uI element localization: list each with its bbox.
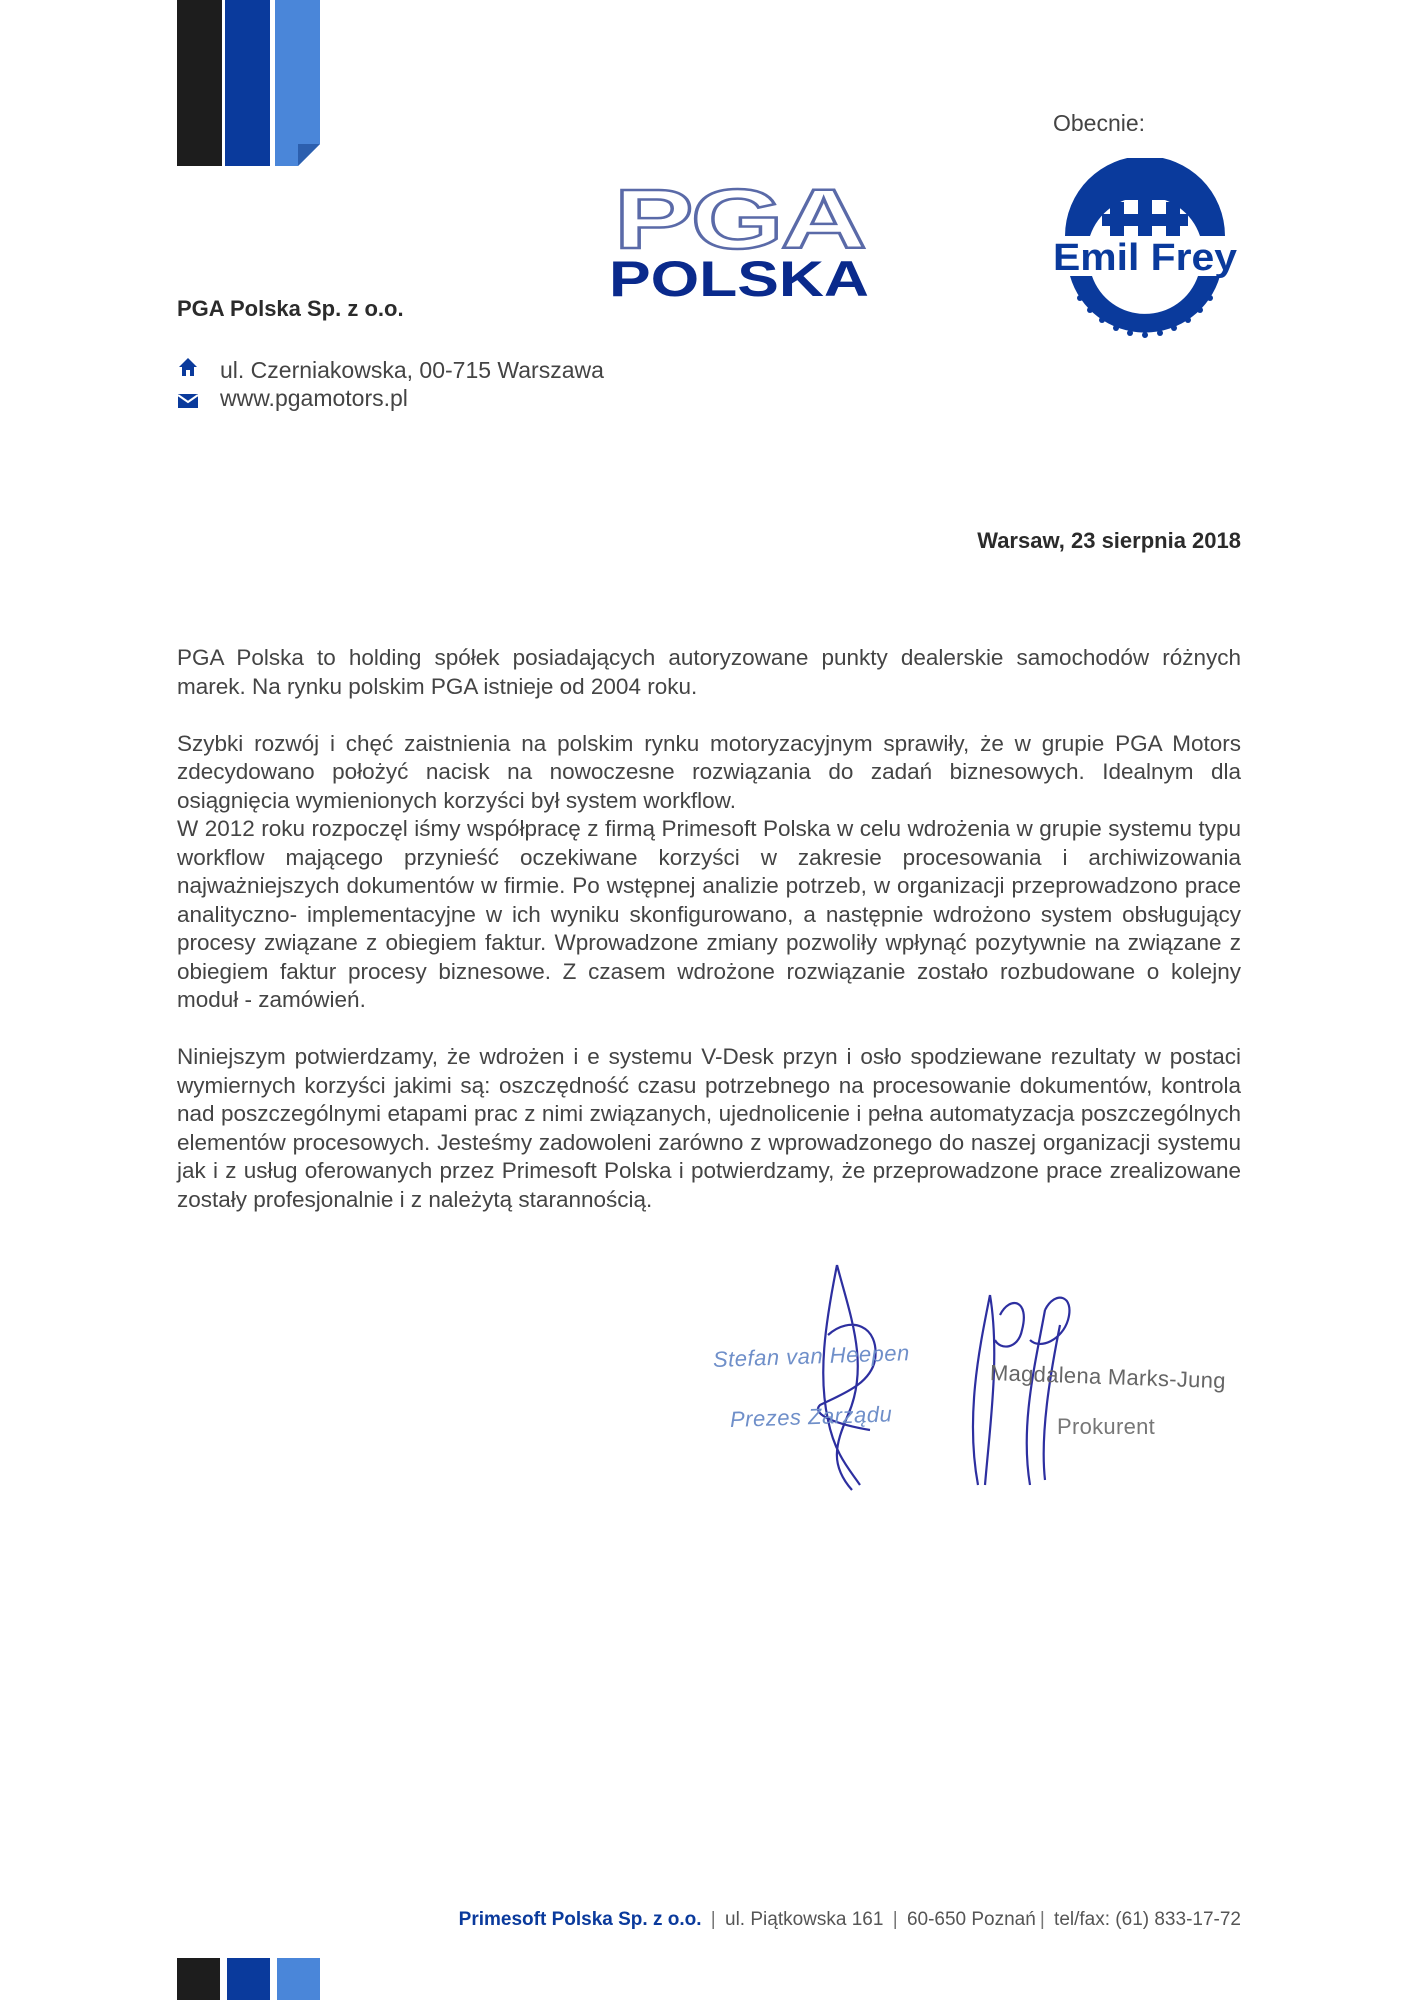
footer-company: Primesoft Polska Sp. z o.o. bbox=[458, 1909, 702, 1930]
page-fold-icon bbox=[298, 144, 320, 166]
top-bar-navy bbox=[225, 0, 270, 166]
body-paragraph: PGA Polska to holding spółek posiadających autoryzowane punkty dealerskie samochodów różnych marek. Na rynku polskim PGA istnieje od 2004 roku. bbox=[177, 645, 1241, 699]
sender-address: ul. Czerniakowska, 00-715 Warszawa bbox=[220, 357, 604, 383]
bottom-bar-light-blue bbox=[277, 1958, 320, 2000]
signatory-name: Magdalena Marks-Jung bbox=[989, 1360, 1227, 1394]
svg-text:POLSKA: POLSKA bbox=[609, 251, 869, 302]
footer bbox=[459, 1909, 1241, 1931]
signatory-title: Prokurent bbox=[1057, 1414, 1156, 1439]
top-bar-light-blue bbox=[275, 0, 320, 166]
footer-city: 60-650 Poznań bbox=[906, 1909, 1036, 1930]
footer-address: ul. Piątkowska 161 bbox=[725, 1909, 884, 1930]
letter-date: Warsaw, 23 sierpnia 2018 bbox=[977, 528, 1241, 553]
bottom-bar-black bbox=[177, 1958, 220, 2000]
home-icon bbox=[177, 356, 199, 378]
emil-frey-logo-text: Emil Frey bbox=[1053, 237, 1237, 279]
svg-text:PGA: PGA bbox=[614, 180, 865, 266]
footer-phone: tel/fax: (61) 833-17-72 bbox=[1054, 1909, 1241, 1930]
sender-company-name: PGA Polska Sp. z o.o. bbox=[177, 296, 404, 321]
body-paragraph: Niniejszym potwierdzamy, że wdrożen i e systemu V-Desk przyn i osło spodziewane rezultaty w postaci wymiernych korzyści jakimi są: oszczędność czasu potrzebnego na procesowanie dokumentów, kontrola nad poszczególnymi etapami prac z nimi związanych, ujednolicenie i pełna automatyzacja poszczególnych elementów procesowych. Jesteśmy zadowoleni zarówno z wprowadzonego do naszej organizacji systemu jak i z usług oferowanych przez Primesoft Polska i potwierdzamy, że przeprowadzone prace zrealizowane zostały profesjonalnie i z należytą starannością. bbox=[177, 1044, 1241, 1212]
footer-divider: | bbox=[710, 1909, 716, 1930]
signatory-title: Prezes Zarządu bbox=[729, 1401, 893, 1432]
signatory-name: Stefan van Heepen bbox=[712, 1340, 911, 1372]
footer-divider: | bbox=[892, 1909, 898, 1930]
emil-frey-logo bbox=[1050, 158, 1240, 348]
top-bar-black bbox=[177, 0, 222, 166]
pga-polska-logo bbox=[606, 180, 872, 302]
currently-label: Obecnie: bbox=[1053, 110, 1146, 136]
letter-body bbox=[177, 644, 1241, 1214]
bottom-bar-navy bbox=[227, 1958, 270, 2000]
envelope-icon bbox=[177, 392, 199, 410]
sender-website[interactable]: www.pgamotors.pl bbox=[220, 385, 408, 411]
body-paragraph: W 2012 roku rozpoczęl iśmy współpracę z firmą Primesoft Polska w celu wdrożenia w grupie systemu typu workflow mającego przynieść oczekiwane korzyści w zakresie procesowania i archiwizowania najważniejszych dokumentów w firmie. Po wstępnej analizie potrzeb, w organizacji przeprowadzono prace analityczno- implementacyjne w ich wyniku skonfigurowano, a następnie wdrożono system obsługujący procesy związane z obiegiem faktur. Wprowadzone zmiany pozwoliły wpłynąć pozytywnie na związane z obiegiem faktur procesy biznesowe. Z czasem wdrożone rozwiązanie zostało rozbudowane o kolejny moduł - zamówień. bbox=[177, 816, 1241, 1012]
body-paragraph: Szybki rozwój i chęć zaistnienia na polskim rynku motoryzacyjnym sprawiły, że w grupie PGA Motors zdecydowano położyć nacisk na nowoczesne rozwiązania do zadań biznesowych. Idealnym dla osiągnięcia wymienionych korzyści był system workflow. bbox=[177, 730, 1241, 813]
footer-divider: | bbox=[1039, 1909, 1045, 1930]
